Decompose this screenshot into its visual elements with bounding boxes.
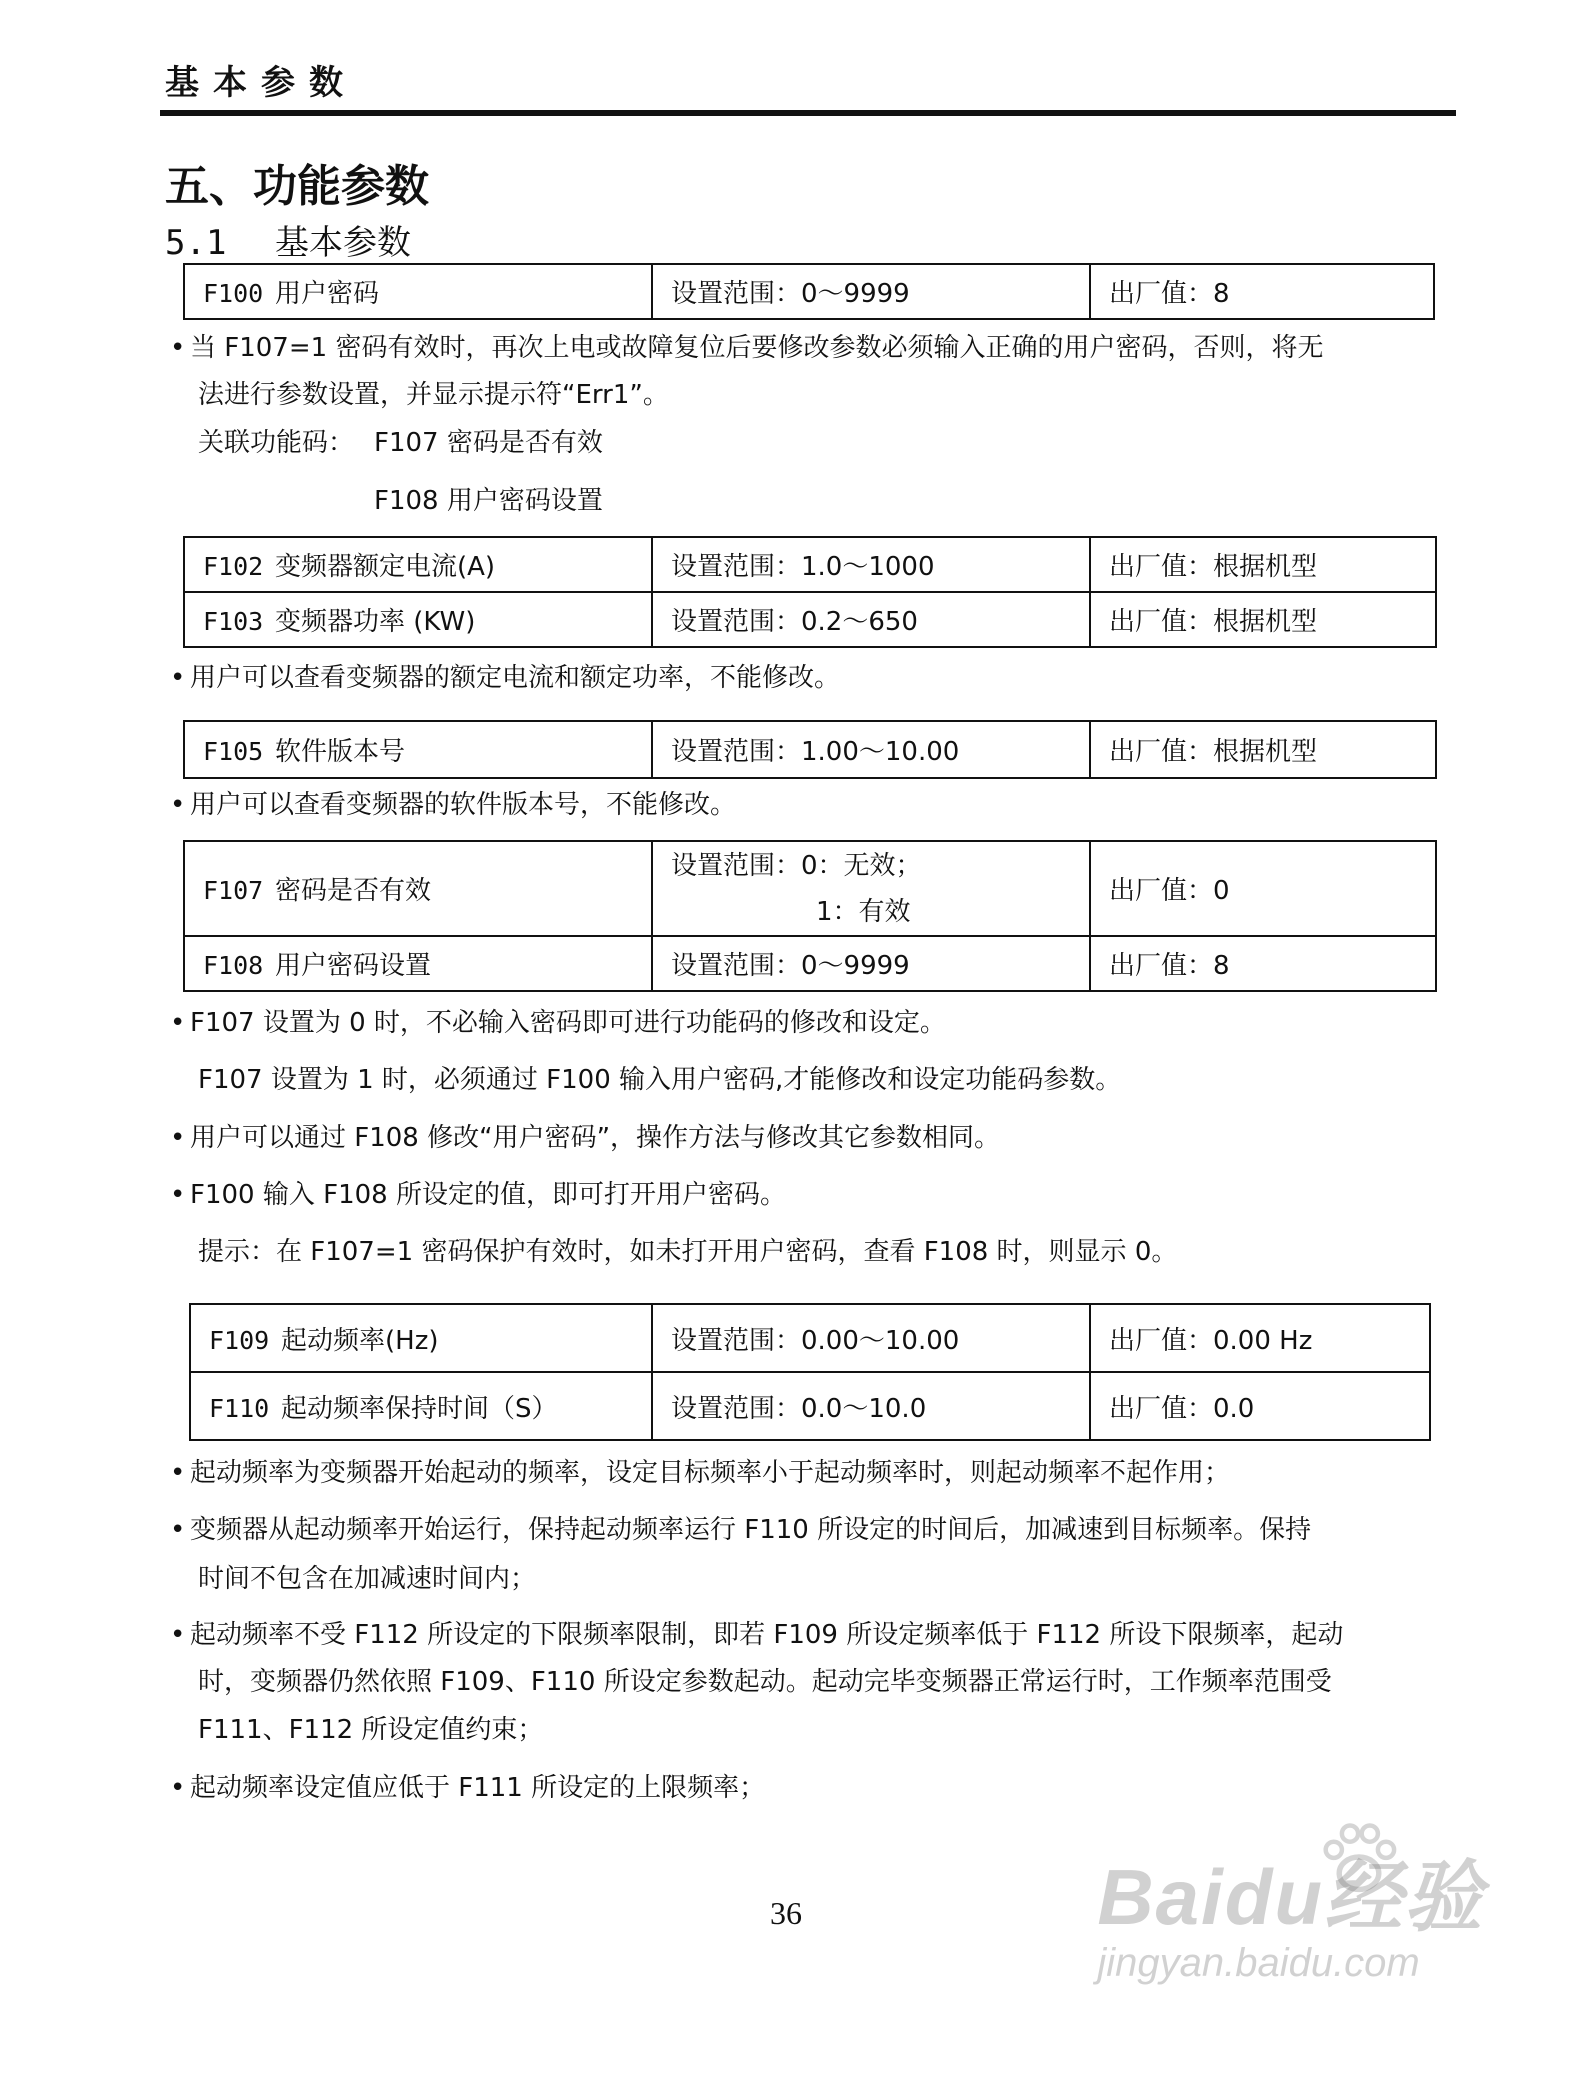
text-line: 用户可以查看变频器的额定电流和额定功率，不能修改。 (190, 663, 841, 693)
chapter-title: 五、功能参数 (165, 161, 429, 212)
param-name-cell (184, 264, 652, 319)
param-code: F102 (203, 552, 264, 581)
page-number: 36 (770, 1895, 802, 1931)
bullet: • (170, 790, 186, 820)
range-line: 1：有效 (816, 896, 911, 927)
text-line: 起动频率为变频器开始起动的频率，设定目标频率小于起动频率时，则起动频率不起作用； (190, 1458, 1231, 1488)
param-name: 密码是否有效 (275, 876, 432, 906)
table-row (184, 592, 1436, 647)
related-code-f108: F108 用户密码设置 (374, 486, 603, 516)
bullet: • (170, 1123, 186, 1153)
param-code: F110 (209, 1393, 270, 1423)
default-cell: 出厂值：根据机型 (1090, 537, 1436, 592)
range-cell: 设置范围：0～9999 (652, 264, 1090, 319)
range-cell: 设置范围：1.00～10.00 (652, 721, 1090, 778)
watermark (1097, 1835, 1484, 1986)
bullet: • (170, 663, 186, 693)
param-name: 软件版本号 (275, 737, 406, 767)
bullet: • (170, 1515, 186, 1545)
bullet: • (170, 1458, 186, 1488)
text-line: 提示：在 F107=1 密码保护有效时，如未打开用户密码，查看 F108 时，则显示 0。 (198, 1237, 1178, 1267)
default-cell: 出厂值：根据机型 (1090, 721, 1436, 778)
range-cell: 设置范围：0～9999 (652, 936, 1090, 991)
text-line: 用户可以查看变频器的软件版本号，不能修改。 (190, 790, 737, 820)
section-title (165, 215, 411, 264)
bullet: • (170, 1180, 186, 1210)
param-name-cell (184, 537, 652, 592)
text-line: 变频器从起动频率开始运行，保持起动频率运行 F110 所设定的时间后，加减速到目标频率。保持 (190, 1515, 1312, 1545)
table-row (184, 841, 1436, 936)
text-line: 法进行参数设置，并显示提示符“Err1”。 (198, 380, 669, 410)
range-cell: 设置范围：0.0～10.0 (652, 1372, 1090, 1440)
param-code: F109 (209, 1325, 270, 1355)
range-line: 设置范围：0：无效； (671, 850, 922, 881)
param-code: F107 (203, 876, 264, 905)
range-cell: 设置范围：0.00～10.00 (652, 1304, 1090, 1372)
table-row (184, 264, 1434, 319)
text-line: F111、F112 所设定值约束； (198, 1715, 544, 1745)
param-code: F108 (203, 951, 264, 980)
section-name: 基本参数 (275, 223, 411, 263)
watermark-logo: Baidu经验 (1097, 1853, 1484, 1941)
table-row (184, 721, 1436, 778)
param-name: 用户密码 (275, 279, 380, 309)
range-cell: 设置范围：0.2～650 (652, 592, 1090, 647)
paragraph (170, 1515, 1311, 1545)
range-cell: 设置范围：1.0～1000 (652, 537, 1090, 592)
related-code-f107: F107 密码是否有效 (374, 428, 603, 458)
param-name: 用户密码设置 (275, 951, 432, 981)
paragraph (170, 1123, 1000, 1153)
default-cell: 出厂值：0.0 (1090, 1372, 1430, 1440)
text-line: 起动频率不受 F112 所设定的下限频率限制，即若 F109 所设定频率低于 F112 所设下限频率，起动 (190, 1620, 1344, 1650)
default-cell: 出厂值：8 (1090, 936, 1436, 991)
param-name: 起动频率(Hz) (281, 1325, 439, 1356)
paragraph (170, 663, 840, 693)
table-row (190, 1304, 1430, 1372)
text-line: 时，变频器仍然依照 F109、F110 所设定参数起动。起动完毕变频器正常运行时，工作频率范围受 (198, 1667, 1332, 1697)
range-cell (652, 841, 1090, 936)
text-line: 时间不包含在加减速时间内； (198, 1564, 537, 1594)
table-row (184, 537, 1436, 592)
param-name: 变频器功率 (KW) (275, 607, 476, 637)
text-line: F100 输入 F108 所设定的值，即可打开用户密码。 (190, 1180, 786, 1210)
bullet: • (170, 1773, 186, 1803)
text-line: 起动频率设定值应低于 F111 所设定的上限频率； (190, 1773, 766, 1803)
section-number: 5.1 (165, 223, 227, 263)
param-table-f105 (183, 720, 1437, 779)
param-code: F100 (203, 279, 264, 308)
paragraph (170, 333, 1323, 363)
param-name: 变频器额定电流(A) (275, 552, 496, 582)
default-cell: 出厂值：0.00 Hz (1090, 1304, 1430, 1372)
param-name-cell (184, 592, 652, 647)
param-table-f100 (183, 263, 1435, 320)
param-name: 起动频率保持时间（S） (281, 1393, 558, 1424)
paragraph (170, 1458, 1230, 1488)
default-cell: 出厂值：根据机型 (1090, 592, 1436, 647)
paragraph (170, 1620, 1343, 1650)
header-rule (160, 110, 1456, 116)
table-row (190, 1372, 1430, 1440)
param-name-cell (184, 936, 652, 991)
param-name-cell (184, 721, 652, 778)
paragraph (170, 1773, 765, 1803)
param-table-f102-f103 (183, 536, 1437, 648)
param-table-f107-f108 (183, 840, 1437, 992)
text-line: 用户可以通过 F108 修改“用户密码”，操作方法与修改其它参数相同。 (190, 1123, 1001, 1153)
text-line: 当 F107=1 密码有效时，再次上电或故障复位后要修改参数必须输入正确的用户密码，否则，将无 (190, 333, 1324, 363)
default-cell: 出厂值：8 (1090, 264, 1434, 319)
paragraph (170, 790, 736, 820)
bullet: • (170, 1008, 186, 1038)
bullet: • (170, 333, 186, 363)
default-cell: 出厂值：0 (1090, 841, 1436, 936)
param-name-cell (184, 841, 652, 936)
param-code: F103 (203, 607, 264, 636)
running-header: 基本参数 (165, 63, 357, 103)
table-row (184, 936, 1436, 991)
text-line: F107 设置为 1 时，必须通过 F100 输入用户密码,才能修改和设定功能码参数。 (198, 1065, 1122, 1095)
param-table-f109-f110 (189, 1303, 1431, 1441)
param-name-cell (190, 1372, 652, 1440)
related-codes-label: 关联功能码： (198, 428, 355, 458)
param-name-cell (190, 1304, 652, 1372)
param-code: F105 (203, 737, 264, 766)
paragraph (170, 1180, 786, 1210)
paragraph (170, 1008, 946, 1038)
bullet: • (170, 1620, 186, 1650)
text-line: F107 设置为 0 时，不必输入密码即可进行功能码的修改和设定。 (190, 1008, 946, 1038)
watermark-url: jingyan.baidu.com (1097, 1941, 1420, 1985)
